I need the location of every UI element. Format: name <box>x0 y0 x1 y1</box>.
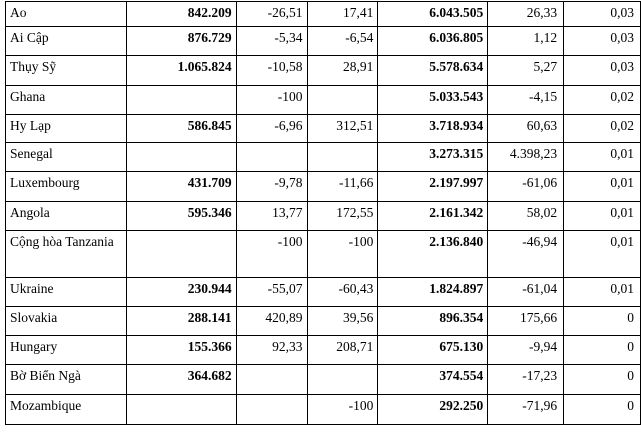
value-cell-c5: -46,94 <box>488 231 564 278</box>
value-cell-c2: -10,58 <box>236 56 307 86</box>
value-cell-c4: 3.273.315 <box>378 143 488 172</box>
value-cell-c6: 0,03 <box>564 2 641 27</box>
value-cell-c4: 2.161.342 <box>378 202 488 231</box>
value-cell-c5: -71,96 <box>488 395 564 425</box>
value-cell-c3: -11,66 <box>307 172 378 202</box>
value-cell-c4: 6.043.505 <box>378 2 488 27</box>
country-cell: Angola <box>6 202 127 231</box>
country-cell: Slovakia <box>6 307 127 336</box>
value-cell-c1: 595.346 <box>126 202 236 231</box>
value-cell-c3: 312,51 <box>307 115 378 143</box>
country-cell: Cộng hòa Tanzania <box>6 231 127 278</box>
table-row <box>6 143 641 172</box>
table-row <box>6 231 641 278</box>
value-cell-c3: -6,54 <box>307 27 378 56</box>
value-cell-c3: 17,41 <box>307 2 378 27</box>
country-cell: Hy Lạp <box>6 115 127 143</box>
value-cell-c4: 5.578.634 <box>378 56 488 86</box>
value-cell-c1 <box>126 231 236 278</box>
table-row <box>6 202 641 231</box>
value-cell-c3: -60,43 <box>307 278 378 307</box>
value-cell-c1 <box>126 395 236 425</box>
table-body <box>6 2 641 425</box>
value-cell-c2: -5,34 <box>236 27 307 56</box>
value-cell-c1 <box>126 86 236 115</box>
value-cell-c6: 0,01 <box>564 143 641 172</box>
value-cell-c6: 0,01 <box>564 202 641 231</box>
value-cell-c6: 0 <box>564 336 641 365</box>
value-cell-c4: 292.250 <box>378 395 488 425</box>
table-row <box>6 365 641 395</box>
value-cell-c4: 2.136.840 <box>378 231 488 278</box>
value-cell-c3 <box>307 86 378 115</box>
value-cell-c2 <box>236 143 307 172</box>
value-cell-c3: 208,71 <box>307 336 378 365</box>
value-cell-c2: -100 <box>236 86 307 115</box>
value-cell-c5: 26,33 <box>488 2 564 27</box>
value-cell-c4: 374.554 <box>378 365 488 395</box>
value-cell-c3: 39,56 <box>307 307 378 336</box>
value-cell-c2: -100 <box>236 231 307 278</box>
value-cell-c2: -26,51 <box>236 2 307 27</box>
country-cell: Ao <box>6 2 127 27</box>
trade-table <box>5 1 641 425</box>
value-cell-c1: 288.141 <box>126 307 236 336</box>
value-cell-c4: 675.130 <box>378 336 488 365</box>
value-cell-c5: -61,06 <box>488 172 564 202</box>
value-cell-c1 <box>126 143 236 172</box>
value-cell-c1: 842.209 <box>126 2 236 27</box>
value-cell-c6: 0,02 <box>564 86 641 115</box>
value-cell-c2 <box>236 365 307 395</box>
country-cell: Luxembourg <box>6 172 127 202</box>
value-cell-c4: 6.036.805 <box>378 27 488 56</box>
value-cell-c3: 172,55 <box>307 202 378 231</box>
value-cell-c6: 0,03 <box>564 56 641 86</box>
value-cell-c6: 0,01 <box>564 172 641 202</box>
value-cell-c5: 5,27 <box>488 56 564 86</box>
country-cell: Senegal <box>6 143 127 172</box>
table-row <box>6 2 641 27</box>
value-cell-c6: 0,03 <box>564 27 641 56</box>
value-cell-c2: -55,07 <box>236 278 307 307</box>
value-cell-c5: -9,94 <box>488 336 564 365</box>
value-cell-c6: 0,02 <box>564 115 641 143</box>
value-cell-c3: -100 <box>307 231 378 278</box>
value-cell-c2: -9,78 <box>236 172 307 202</box>
table-row <box>6 336 641 365</box>
table-row <box>6 115 641 143</box>
value-cell-c3 <box>307 143 378 172</box>
value-cell-c1: 364.682 <box>126 365 236 395</box>
value-cell-c6: 0 <box>564 307 641 336</box>
value-cell-c1: 431.709 <box>126 172 236 202</box>
value-cell-c3: 28,91 <box>307 56 378 86</box>
value-cell-c2: -6,96 <box>236 115 307 143</box>
country-cell: Ghana <box>6 86 127 115</box>
value-cell-c5: 60,63 <box>488 115 564 143</box>
country-cell: Ai Cập <box>6 27 127 56</box>
value-cell-c5: -61,04 <box>488 278 564 307</box>
country-cell: Ukraine <box>6 278 127 307</box>
value-cell-c5: 4.398,23 <box>488 143 564 172</box>
value-cell-c2: 13,77 <box>236 202 307 231</box>
value-cell-c6: 0 <box>564 365 641 395</box>
table-row <box>6 395 641 425</box>
value-cell-c4: 2.197.997 <box>378 172 488 202</box>
country-cell: Mozambique <box>6 395 127 425</box>
value-cell-c5: 175,66 <box>488 307 564 336</box>
country-cell: Hungary <box>6 336 127 365</box>
country-cell: Thụy Sỹ <box>6 56 127 86</box>
value-cell-c1: 155.366 <box>126 336 236 365</box>
value-cell-c5: 58,02 <box>488 202 564 231</box>
value-cell-c5: -17,23 <box>488 365 564 395</box>
table-row <box>6 172 641 202</box>
value-cell-c1: 586.845 <box>126 115 236 143</box>
value-cell-c5: -4,15 <box>488 86 564 115</box>
table-row <box>6 27 641 56</box>
table-row <box>6 86 641 115</box>
value-cell-c4: 1.824.897 <box>378 278 488 307</box>
value-cell-c4: 5.033.543 <box>378 86 488 115</box>
value-cell-c6: 0,01 <box>564 231 641 278</box>
value-cell-c4: 3.718.934 <box>378 115 488 143</box>
table-row <box>6 307 641 336</box>
value-cell-c4: 896.354 <box>378 307 488 336</box>
value-cell-c1: 230.944 <box>126 278 236 307</box>
table-row <box>6 278 641 307</box>
value-cell-c6: 0,01 <box>564 278 641 307</box>
value-cell-c1: 1.065.824 <box>126 56 236 86</box>
value-cell-c3 <box>307 365 378 395</box>
value-cell-c6: 0 <box>564 395 641 425</box>
table-row <box>6 56 641 86</box>
value-cell-c3: -100 <box>307 395 378 425</box>
value-cell-c5: 1,12 <box>488 27 564 56</box>
value-cell-c1: 876.729 <box>126 27 236 56</box>
country-cell: Bờ Biển Ngà <box>6 365 127 395</box>
value-cell-c2: 420,89 <box>236 307 307 336</box>
value-cell-c2: 92,33 <box>236 336 307 365</box>
value-cell-c2 <box>236 395 307 425</box>
